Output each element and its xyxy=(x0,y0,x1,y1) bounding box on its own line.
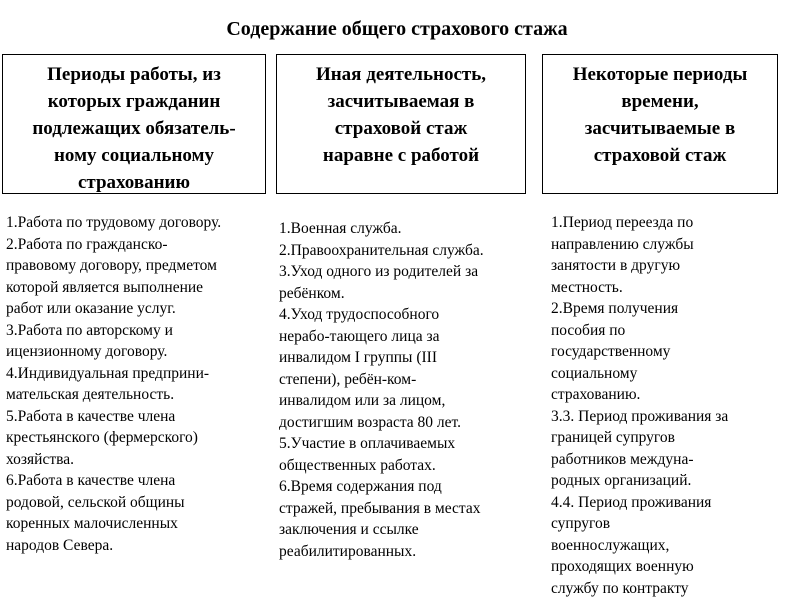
header-line: засчитываемая в xyxy=(316,88,486,115)
list-line: границей супругов xyxy=(551,427,791,449)
list-line: страхованию. xyxy=(551,384,791,406)
list-line: 4.Уход трудоспособного xyxy=(279,304,535,326)
header-line: подлежащих обязатель- xyxy=(32,115,235,142)
list-line: общественных работах. xyxy=(279,455,535,477)
list-line: реабилитированных. xyxy=(279,541,535,563)
header-line: страхованию xyxy=(32,169,235,196)
header-line: Иная деятельность, xyxy=(316,61,486,88)
header-line: Некоторые периоды xyxy=(573,61,748,88)
list-line: хозяйства. xyxy=(6,449,268,471)
list-line: 5.Участие в оплачиваемых xyxy=(279,433,535,455)
header-line: времени, xyxy=(573,88,748,115)
list-line: 1.Работа по трудовому договору. xyxy=(6,212,268,234)
list-line: работников междуна- xyxy=(551,449,791,471)
list-line: проходящих военную xyxy=(551,556,791,578)
list-line: инвалидом I группы (III xyxy=(279,347,535,369)
list-line: достигшим возраста 80 лет. xyxy=(279,412,535,434)
list-line: мательская деятельность. xyxy=(6,384,268,406)
list-line: родных организаций. xyxy=(551,470,791,492)
list-line: социальному xyxy=(551,363,791,385)
header-box-time-periods xyxy=(542,54,778,194)
list-line: 2.Время получения xyxy=(551,298,791,320)
header-box-other-activity xyxy=(276,54,526,194)
list-line: ребёнком. xyxy=(279,283,535,305)
list-line: 4.Индивидуальная предприни- xyxy=(6,363,268,385)
list-line: 2.Работа по гражданско- xyxy=(6,234,268,256)
list-line: крестьянского (фермерского) xyxy=(6,427,268,449)
header-line: которых гражданин xyxy=(32,88,235,115)
list-line: супругов xyxy=(551,513,791,535)
list-line: военнослужащих, xyxy=(551,535,791,557)
list-line: коренных малочисленных xyxy=(6,513,268,535)
list-line: нерабо-тающего лица за xyxy=(279,326,535,348)
column-other-activity-list xyxy=(279,218,535,562)
list-line: занятости в другую xyxy=(551,255,791,277)
list-line: стражей, пребывания в местах xyxy=(279,498,535,520)
list-line: которой является выполнение xyxy=(6,277,268,299)
list-line: инвалидом или за лицом, xyxy=(279,390,535,412)
list-line: родовой, сельской общины xyxy=(6,492,268,514)
list-line: 6.Время содержания под xyxy=(279,476,535,498)
list-line: 2.Правоохранительная служба. xyxy=(279,240,535,262)
header-line: наравне с работой xyxy=(316,142,486,169)
list-line: правовому договору, предметом xyxy=(6,255,268,277)
page-title: Содержание общего страхового стажа xyxy=(0,18,794,41)
list-line: 4.4. Период проживания xyxy=(551,492,791,514)
list-line: 1.Военная служба. xyxy=(279,218,535,240)
list-line: степени), ребён-ком- xyxy=(279,369,535,391)
list-line: 3.3. Период проживания за xyxy=(551,406,791,428)
list-line: 5.Работа в качестве члена xyxy=(6,406,268,428)
header-line: Периоды работы, из xyxy=(32,61,235,88)
list-line: народов Севера. xyxy=(6,535,268,557)
list-line: ицензионному договору. xyxy=(6,341,268,363)
column-time-periods-list xyxy=(551,212,791,599)
list-line: работ или оказание услуг. xyxy=(6,298,268,320)
header-line: засчитываемые в xyxy=(573,115,748,142)
list-line: 1.Период переезда по xyxy=(551,212,791,234)
list-line: службу по контракту xyxy=(551,578,791,599)
list-line: 3.Работа по авторскому и xyxy=(6,320,268,342)
list-line: государственному xyxy=(551,341,791,363)
column-work-periods-list xyxy=(6,212,268,556)
list-line: 6.Работа в качестве члена xyxy=(6,470,268,492)
list-line: направлению службы xyxy=(551,234,791,256)
list-line: заключения и ссылке xyxy=(279,519,535,541)
list-line: местность. xyxy=(551,277,791,299)
header-line: страховой стаж xyxy=(573,142,748,169)
header-line: ному социальному xyxy=(32,142,235,169)
header-box-work-periods xyxy=(2,54,266,194)
list-line: 3.Уход одного из родителей за xyxy=(279,261,535,283)
list-line: пособия по xyxy=(551,320,791,342)
header-line: страховой стаж xyxy=(316,115,486,142)
